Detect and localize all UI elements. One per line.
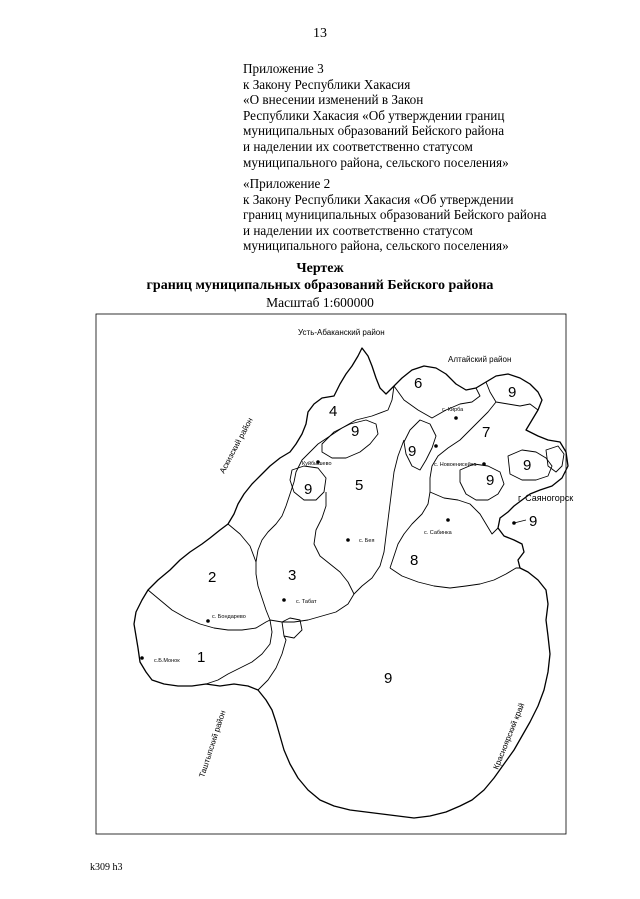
- label-beya: с. Бея: [359, 538, 375, 544]
- map-scale: Масштаб 1:600000: [266, 295, 374, 310]
- boundary-9-west: [258, 636, 286, 690]
- map-title-line-2: границ муниципальных образований Бейского района: [146, 278, 494, 293]
- boundary-enclave-9e: [546, 446, 564, 472]
- settlement-dot-b-monok: [140, 656, 144, 660]
- boundary-6-south: [394, 386, 480, 418]
- page-number: 13: [313, 26, 327, 41]
- region-number-9-novoenisejka: 9: [486, 472, 495, 489]
- boundary-4-5: [294, 386, 394, 482]
- settlement-dot-bondarevo: [206, 619, 210, 623]
- label-novoenisejka: с. Новоенисейка: [434, 462, 477, 468]
- region-number-8: 8: [410, 552, 419, 569]
- appendix-3-line: Приложение 3: [243, 61, 324, 76]
- label-krasnoyarsk-krai: Красноярский край: [491, 701, 527, 771]
- region-number-9-kuybyshevo: 9: [304, 481, 313, 498]
- label-sabinka: с. Сабинка: [424, 530, 452, 536]
- appendix-3-line: и наделении их соответственно статусом: [243, 138, 473, 154]
- appendix-3-line: муниципального района, сельского поселения»: [243, 154, 509, 170]
- settlement-dot-beya: [346, 538, 350, 542]
- appendix-3-line: муниципальных образований Бейского района: [243, 123, 505, 139]
- region-number-9-center: 9: [408, 443, 417, 460]
- appendix-3-line: к Закону Республики Хакасия: [243, 76, 411, 92]
- appendix-3-line: Республики Хакасия «Об утверждении границ: [243, 107, 505, 123]
- label-tashtyp-district: Таштыпский район: [197, 709, 228, 779]
- settlement-dot-sabinka: [446, 518, 450, 522]
- label-tabat: с. Табат: [296, 599, 317, 605]
- boundary-7: [390, 402, 496, 568]
- region-number-9-ne: 9: [508, 384, 517, 401]
- region-number-3: 3: [288, 567, 297, 584]
- settlement-dot-novoenisejka: [434, 444, 438, 448]
- boundary-5-east: [354, 440, 404, 594]
- label-bondarevo: с. Бондарево: [212, 614, 246, 620]
- appendix-2-line: и наделении их соответственно статусом: [243, 222, 473, 238]
- appendix-3-line: «О внесении изменений в Закон: [243, 92, 424, 108]
- label-kuybyshevo: Куйбышево: [302, 461, 332, 467]
- label-altai-district: Алтайский район: [448, 355, 512, 364]
- region-number-9-south: 9: [384, 670, 393, 687]
- region-number-7: 7: [482, 424, 491, 441]
- boundary-2-3: [228, 524, 256, 562]
- settlement-dot-tabat: [282, 598, 286, 602]
- label-kirba: с. Кирба: [442, 407, 464, 413]
- label-b-monok: с.Б.Монок: [154, 658, 180, 664]
- sayanogorsk-leader: [514, 520, 526, 523]
- boundary-8: [430, 492, 498, 534]
- boundary-enclave-9a: [322, 420, 378, 458]
- region-number-2: 2: [208, 569, 217, 586]
- region-number-9-east: 9: [523, 457, 532, 474]
- label-askiz-district: Аскизский район: [217, 416, 255, 475]
- region-number-5: 5: [355, 477, 364, 494]
- region-number-1: 1: [197, 649, 206, 666]
- settlement-dot-novoenisejka-east: [482, 462, 486, 466]
- region-number-6: 6: [414, 375, 423, 392]
- appendix-2-line: к Закону Республики Хакасия «Об утверждении: [243, 191, 514, 207]
- label-ust-abakan-district: Усть-Абаканский район: [298, 328, 385, 337]
- region-number-4: 4: [329, 403, 338, 420]
- boundary-enclave-9c: [460, 464, 504, 500]
- appendix-2-line: границ муниципальных образований Бейского района: [243, 207, 547, 223]
- label-sayanogorsk: г. Саяногорск: [518, 493, 574, 503]
- map-title-line-1: Чертеж: [296, 261, 344, 276]
- boundary-3-5: [256, 482, 297, 620]
- settlement-dot-kirba: [454, 416, 458, 420]
- appendix-2-line: муниципального района, сельского поселения»: [243, 238, 509, 254]
- region-number-9-north: 9: [351, 423, 360, 440]
- boundary-8-south: [390, 568, 520, 588]
- footer-code: k309 h3: [90, 862, 123, 873]
- region-number-9-sayanogorsk: 9: [529, 513, 538, 530]
- appendix-2-line: «Приложение 2: [243, 176, 331, 191]
- boundary-1-2: [148, 590, 270, 630]
